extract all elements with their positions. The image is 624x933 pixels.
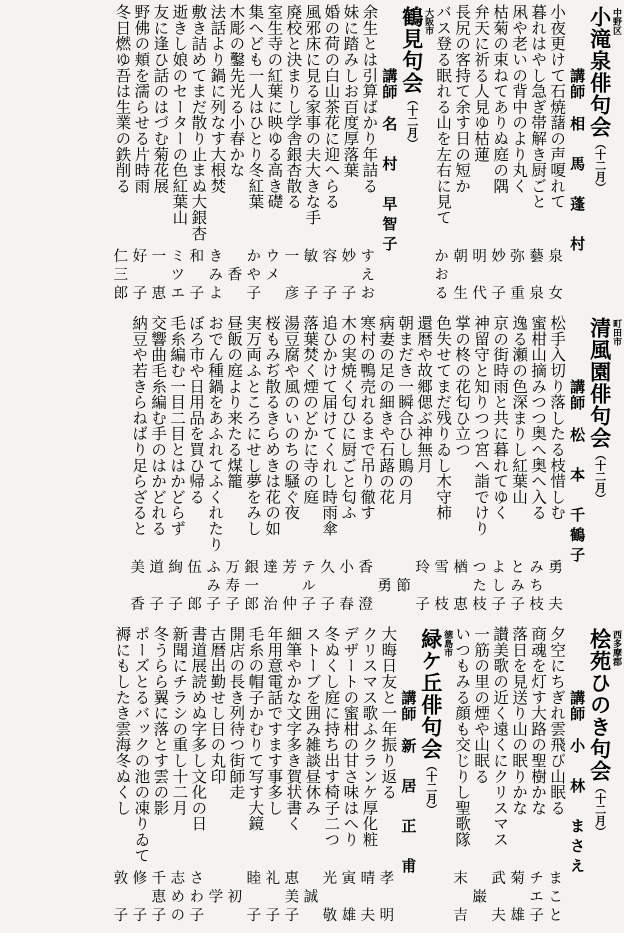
haiku-author: 初: [225, 870, 242, 907]
club-title-text: 小滝泉俳句会: [587, 6, 613, 138]
haiku-entry: [225, 626, 244, 933]
haiku-author: 仁三郎: [111, 248, 128, 304]
haiku-author: 晴 夫: [358, 870, 375, 926]
haiku-entry: [263, 626, 282, 933]
club-locale: 中野区: [611, 8, 621, 35]
haiku-entry: [546, 4, 565, 311]
club-title-text: 桧苑ひのき句会: [587, 628, 613, 782]
haiku-entry: [339, 4, 358, 311]
haiku-author: 光 敬: [320, 870, 337, 926]
haiku-author: 睦 子: [244, 870, 261, 926]
instructor-name: 新 居 正 甫: [399, 738, 418, 878]
haiku-verse: 法話より鍋に列なす大根焚: [208, 4, 227, 194]
instructor-name: 松 本 千鶴子: [568, 427, 587, 567]
haiku-band-middle: [0, 311, 624, 622]
haiku-verse: 小夜更けて石焼藷の声嗄れて: [548, 4, 567, 210]
haiku-entry: [187, 4, 206, 311]
haiku-verse: 納豆や若きらねばり足らざると: [130, 315, 149, 537]
haiku-entry: [299, 315, 318, 622]
haiku-author: 和 子: [187, 248, 204, 304]
haiku-verse: 色失せてまだ残りゐし木守柿: [434, 315, 453, 521]
haiku-author: さわ子: [187, 870, 204, 926]
club-heading: [379, 4, 432, 311]
haiku-author: 伍 郎: [185, 559, 202, 615]
haiku-author: 小 春: [337, 559, 354, 615]
haiku-author: かや子: [244, 248, 261, 304]
haiku-entry: [244, 4, 263, 311]
club-instructor: [379, 4, 400, 256]
haiku-author: 雪 枝: [432, 559, 449, 615]
haiku-author: 藝 泉: [527, 248, 544, 304]
haiku-entry: [356, 315, 375, 622]
haiku-verse: 妹に踏みしお百度厚落葉: [341, 4, 360, 178]
haiku-entry: [111, 626, 130, 933]
haiku-entry: [206, 4, 225, 311]
haiku-verse: 凩や老いの背中のより丸く: [510, 4, 529, 194]
haiku-entry: [261, 315, 280, 622]
haiku-band-bottom: [0, 622, 624, 933]
haiku-author: きみよ: [206, 248, 223, 304]
haiku-club: [111, 626, 451, 933]
haiku-author: 志めの: [168, 870, 185, 926]
haiku-author: 泉 女: [546, 248, 563, 304]
haiku-entry: [527, 315, 546, 622]
haiku-verse: 落日を見送り山の眠りかな: [510, 626, 529, 816]
haiku-entry: [282, 626, 301, 933]
haiku-entry: [432, 4, 451, 311]
haiku-author: すえお: [358, 248, 375, 304]
haiku-entry: [339, 626, 358, 933]
haiku-entry: [470, 4, 489, 311]
haiku-club: [451, 626, 620, 933]
haiku-author: 礼 子: [263, 870, 280, 926]
haiku-entry: [318, 315, 337, 622]
instructor-name: 相 馬 蓬 村: [568, 116, 587, 256]
haiku-verse: 夕空にちぎれ雲飛び山眠る: [548, 626, 567, 816]
haiku-verse: 還暦や故郷偲ぶ神無月: [415, 315, 434, 473]
club-month: （十二月）: [593, 782, 607, 837]
haiku-entry: [168, 4, 187, 311]
haiku-verse: 蜜柑山摘みつつ奥へ奥へ入る: [529, 315, 548, 521]
haiku-entry: [282, 4, 301, 311]
club-title: [587, 315, 613, 504]
haiku-club: [128, 315, 620, 622]
haiku-verse: 細筆やかな文字多き賀状書く: [284, 626, 303, 832]
haiku-verse: 逸る瀬の色深まりし紅葉山: [510, 315, 529, 505]
haiku-verse: 桜もみぢ散るきらめきは花の如: [263, 315, 282, 537]
haiku-author: ウメ: [263, 248, 280, 285]
haiku-verse: 廃校と決まりし学舎銀杏散る: [284, 4, 303, 210]
haiku-author: テル子: [299, 559, 316, 615]
club-month: （十二月）: [405, 94, 419, 149]
club-title: [587, 4, 613, 193]
club-instructor: [567, 315, 588, 567]
haiku-author: 恵美子: [282, 870, 299, 926]
haiku-author: つた枝: [470, 559, 487, 615]
club-heading: [567, 4, 620, 311]
haiku-author: 達 治: [261, 559, 278, 615]
haiku-verse: 冬日燃ゆ吾は生業の鉄削る: [113, 4, 132, 194]
haiku-author: 敦 子: [111, 870, 128, 926]
haiku-entry: [508, 626, 527, 933]
haiku-author: 一 彦: [282, 248, 299, 304]
haiku-entry: [187, 626, 206, 933]
club-heading: [567, 626, 620, 933]
haiku-author: 万寿子: [223, 559, 240, 615]
haiku-entry: [168, 626, 187, 933]
haiku-entry: [413, 315, 432, 622]
haiku-verse: 木彫の鑿先光る小春かな: [227, 4, 246, 178]
haiku-author: 玲 子: [413, 559, 430, 615]
haiku-entry: [508, 4, 527, 311]
haiku-author: 敏 子: [301, 248, 318, 304]
haiku-author: 道 子: [147, 559, 164, 615]
haiku-club: [432, 4, 620, 311]
haiku-verse: デザートの蜜柑の甘さ味はへり: [341, 626, 360, 848]
haiku-entry: [489, 626, 508, 933]
haiku-entry: [130, 4, 149, 311]
club-month: （十二月）: [424, 760, 438, 815]
haiku-author: 武 夫: [489, 870, 506, 926]
club-title-text: 鶴見句会: [399, 6, 425, 94]
club-instructor: [567, 4, 588, 256]
haiku-entry: [451, 315, 470, 622]
haiku-verse: 枯菊の束ねてありぬ庭の隅: [491, 4, 510, 194]
haiku-verse: バス登る眠れる山を左右に見て: [434, 4, 453, 226]
haiku-verse: 婚の荷の白山茶花に迎へらる: [322, 4, 341, 210]
haiku-entry: [263, 4, 282, 311]
haiku-entry: [225, 4, 244, 311]
club-month: （十二月）: [593, 138, 607, 193]
haiku-entry: [358, 626, 377, 933]
haiku-verse: 昼飯の庭より来たる煤籠: [225, 315, 244, 489]
haiku-entry: [242, 315, 261, 622]
haiku-author: 学: [206, 870, 223, 907]
haiku-verse: 年用意電話ですます事多し: [265, 626, 284, 816]
club-heading: [398, 626, 451, 933]
haiku-club: [111, 4, 432, 311]
haiku-entry: [147, 315, 166, 622]
haiku-author: ミツエ: [168, 248, 185, 304]
haiku-verse: 敷き詰めてまだ散り止まぬ大銀杏: [189, 4, 208, 241]
haiku-entry: [111, 4, 130, 311]
instructor-name: 名 村 早智子: [380, 116, 399, 256]
haiku-entry: [377, 626, 396, 933]
haiku-entry: [128, 315, 147, 622]
haiku-verse: 冬うらら翼に落とす雲の影: [151, 626, 170, 816]
haiku-verse: 余生とは引算ばかり年詰る: [360, 4, 379, 194]
haiku-verse: クリスマス歌ふクランケ厚化粧: [360, 626, 379, 848]
club-heading: [567, 315, 620, 622]
haiku-verse: 暮れはやし急ぎ帯解き厨ごと: [529, 4, 548, 210]
haiku-verse: 神留守と知りつつ宮へ詣でけり: [472, 315, 491, 537]
haiku-entry: [206, 626, 225, 933]
haiku-entry: [130, 626, 149, 933]
haiku-author: 芳 仲: [280, 559, 297, 615]
club-title-text: 緑ケ丘俳句会: [418, 628, 444, 760]
haiku-verse: 木の実焼く匂ひに厨ごと匂ふ: [339, 315, 358, 521]
haiku-verse: 落葉焚く煙のどかに寺の庭: [301, 315, 320, 505]
haiku-author: 弥 重: [508, 248, 525, 304]
haiku-verse: 風邪床に見る家事の夫大きな手: [303, 4, 322, 226]
haiku-author: 節: [394, 559, 411, 596]
haiku-entry: [244, 626, 263, 933]
haiku-author: 久 子: [318, 559, 335, 615]
club-locale: 大阪市: [423, 8, 434, 35]
haiku-author: 菊 雄: [508, 870, 525, 926]
club-month: （十二月）: [593, 449, 607, 504]
haiku-verse: 野佛の頬を濡らせる片時雨: [132, 4, 151, 194]
haiku-entry: [223, 315, 242, 622]
haiku-entry: [527, 4, 546, 311]
haiku-verse: 交響曲毛糸編む手のはかどれる: [149, 315, 168, 537]
haiku-author: 孝 明: [377, 870, 394, 926]
haiku-verse: 褥にもしたき雲海冬ぬくし: [113, 626, 132, 816]
club-title: [418, 626, 444, 815]
haiku-entry: [337, 315, 356, 622]
haiku-author: 勇: [375, 559, 392, 596]
haiku-verse: 大晦日友と一年振り返る: [379, 626, 398, 800]
club-locale: 西多摩郡: [611, 630, 621, 666]
haiku-author: 楢 恵: [451, 559, 468, 615]
haiku-author: ふみ子: [204, 559, 221, 615]
haiku-author: 妙 子: [489, 248, 506, 304]
haiku-entry: [149, 4, 168, 311]
haiku-author: 明 代: [470, 248, 487, 304]
haiku-verse: ポーズとるバックの池の凍りゐて: [132, 626, 151, 863]
haiku-entry: [527, 626, 546, 933]
haiku-entry: [280, 315, 299, 622]
haiku-verse: 新聞にチラシの重し十二月: [170, 626, 189, 816]
haiku-entry: [489, 315, 508, 622]
haiku-entry: [508, 315, 527, 622]
haiku-verse: ぼろ市や日用品を買ひ帰る: [187, 315, 206, 505]
haiku-author: 容 子: [320, 248, 337, 304]
haiku-entry: [301, 4, 320, 311]
haiku-verse: 逝きし娘のセーターの色紅葉山: [170, 4, 189, 226]
haiku-verse: ストーブを囲み雑談昼休み: [303, 626, 322, 816]
haiku-author: チエ子: [527, 870, 544, 926]
haiku-author: よし子: [489, 559, 506, 615]
club-instructor: [567, 626, 588, 878]
haiku-author: かおる: [432, 248, 449, 304]
club-title-text: 清風園俳句会: [587, 317, 613, 449]
haiku-author: 絢 子: [166, 559, 183, 615]
haiku-author: まこと: [546, 870, 563, 926]
haiku-entry: [149, 626, 168, 933]
haiku-entry: [489, 4, 508, 311]
haiku-band-top: [0, 0, 624, 311]
haiku-author: 妙 子: [339, 248, 356, 304]
haiku-author: みち枝: [527, 559, 544, 615]
haiku-verse: 毛糸編む一目二目とはかどらず: [168, 315, 187, 537]
haiku-author: 修 子: [130, 870, 147, 926]
haiku-verse: 古暦出勤せし日の丸印: [208, 626, 227, 784]
haiku-entry: [166, 315, 185, 622]
haiku-verse: 冬ぬくし庭に持ち出す椅子二つ: [322, 626, 341, 848]
club-locale: 徳島市: [442, 630, 453, 657]
haiku-entry: [470, 626, 489, 933]
haiku-verse: 湯豆腐や風のいのちの騒ぐ夜: [282, 315, 301, 521]
instructor-label: 講師: [568, 690, 587, 738]
haiku-verse: 書道展読めぬ字多し文化の日: [189, 626, 208, 832]
haiku-entry: [375, 315, 394, 622]
haiku-verse: いつもみる顔も交じりし聖歌隊: [453, 626, 472, 848]
instructor-label: 講師: [399, 690, 418, 738]
haiku-verse: 友に逢ひ話のはづむ菊花展: [151, 4, 170, 194]
haiku-author: 勇 夫: [546, 559, 563, 615]
haiku-author: 朝 生: [451, 248, 468, 304]
haiku-verse: 長尻の客持て余す日の短か: [453, 4, 472, 194]
haiku-entry: [546, 626, 565, 933]
haiku-author: 一 恵: [149, 248, 166, 304]
haiku-author: 美 香: [128, 559, 145, 615]
haiku-author: 香: [225, 248, 242, 285]
haiku-entry: [451, 626, 470, 933]
haiku-entry: [470, 315, 489, 622]
haiku-entry: [451, 4, 470, 311]
club-instructor: [398, 626, 419, 878]
haiku-verse: 開店の長き列待つ街師走: [227, 626, 246, 800]
haiku-author: 誠: [301, 870, 318, 907]
haiku-verse: 朝まだき一瞬合ひし鵙の月: [396, 315, 415, 505]
haiku-author: 銀一郎: [242, 559, 259, 615]
haiku-author: 末 吉: [451, 870, 468, 926]
club-title: [587, 626, 613, 837]
haiku-author: 好 子: [130, 248, 147, 304]
haiku-verse: 実万両ふところにせし夢をみし: [244, 315, 263, 537]
haiku-verse: おでん種鍋をあふれてふくれたり: [206, 315, 225, 552]
haiku-verse: 室生寺の紅葉に映ゆる高き礎: [265, 4, 284, 210]
haiku-author: 香 澄: [356, 559, 373, 615]
haiku-verse: 掌の柊の花匂ひ立つ: [453, 315, 472, 458]
haiku-verse: 追ひかけて届けてくれし時雨傘: [320, 315, 339, 537]
haiku-verse: 讃美歌の近く遠くにクリスマス: [491, 626, 510, 848]
haiku-entry: [358, 4, 377, 311]
haiku-verse: 弁天に祈る人見ゆ枯蓮: [472, 4, 491, 162]
haiku-verse: 一筋の里の煙や山眠る: [472, 626, 491, 784]
instructor-label: 講師: [380, 68, 399, 116]
haiku-entry: [546, 315, 565, 622]
haiku-entry: [394, 315, 413, 622]
haiku-author: 巌: [470, 870, 487, 907]
instructor-label: 講師: [568, 68, 587, 116]
haiku-verse: 寒村の鴨売れるまで吊り徹す: [358, 315, 377, 521]
haiku-entry: [185, 315, 204, 622]
club-title: [399, 4, 425, 149]
haiku-entry: [204, 315, 223, 622]
club-locale: 町田市: [611, 319, 621, 346]
haiku-verse: 集へども一人はひとり冬紅葉: [246, 4, 265, 210]
haiku-entry: [432, 315, 451, 622]
instructor-name: 小 林 まさえ: [568, 738, 587, 878]
instructor-label: 講師: [568, 379, 587, 427]
haiku-verse: 毛糸の帽子かむりて写す大鏡: [246, 626, 265, 832]
haiku-verse: 京の街時雨と共に暮れてゆく: [491, 315, 510, 521]
haiku-author: とみ子: [508, 559, 525, 615]
haiku-entry: [320, 4, 339, 311]
haiku-author: 千恵子: [149, 870, 166, 926]
haiku-verse: 商魂を灯す大路の聖樹かな: [529, 626, 548, 816]
haiku-verse: 病妻の足の細きや石蕗の花: [377, 315, 396, 505]
haiku-author: 寅 雄: [339, 870, 356, 926]
haiku-entry: [301, 626, 320, 933]
haiku-entry: [320, 626, 339, 933]
haiku-verse: 松手入切り落したる枝惜しむ: [548, 315, 567, 521]
